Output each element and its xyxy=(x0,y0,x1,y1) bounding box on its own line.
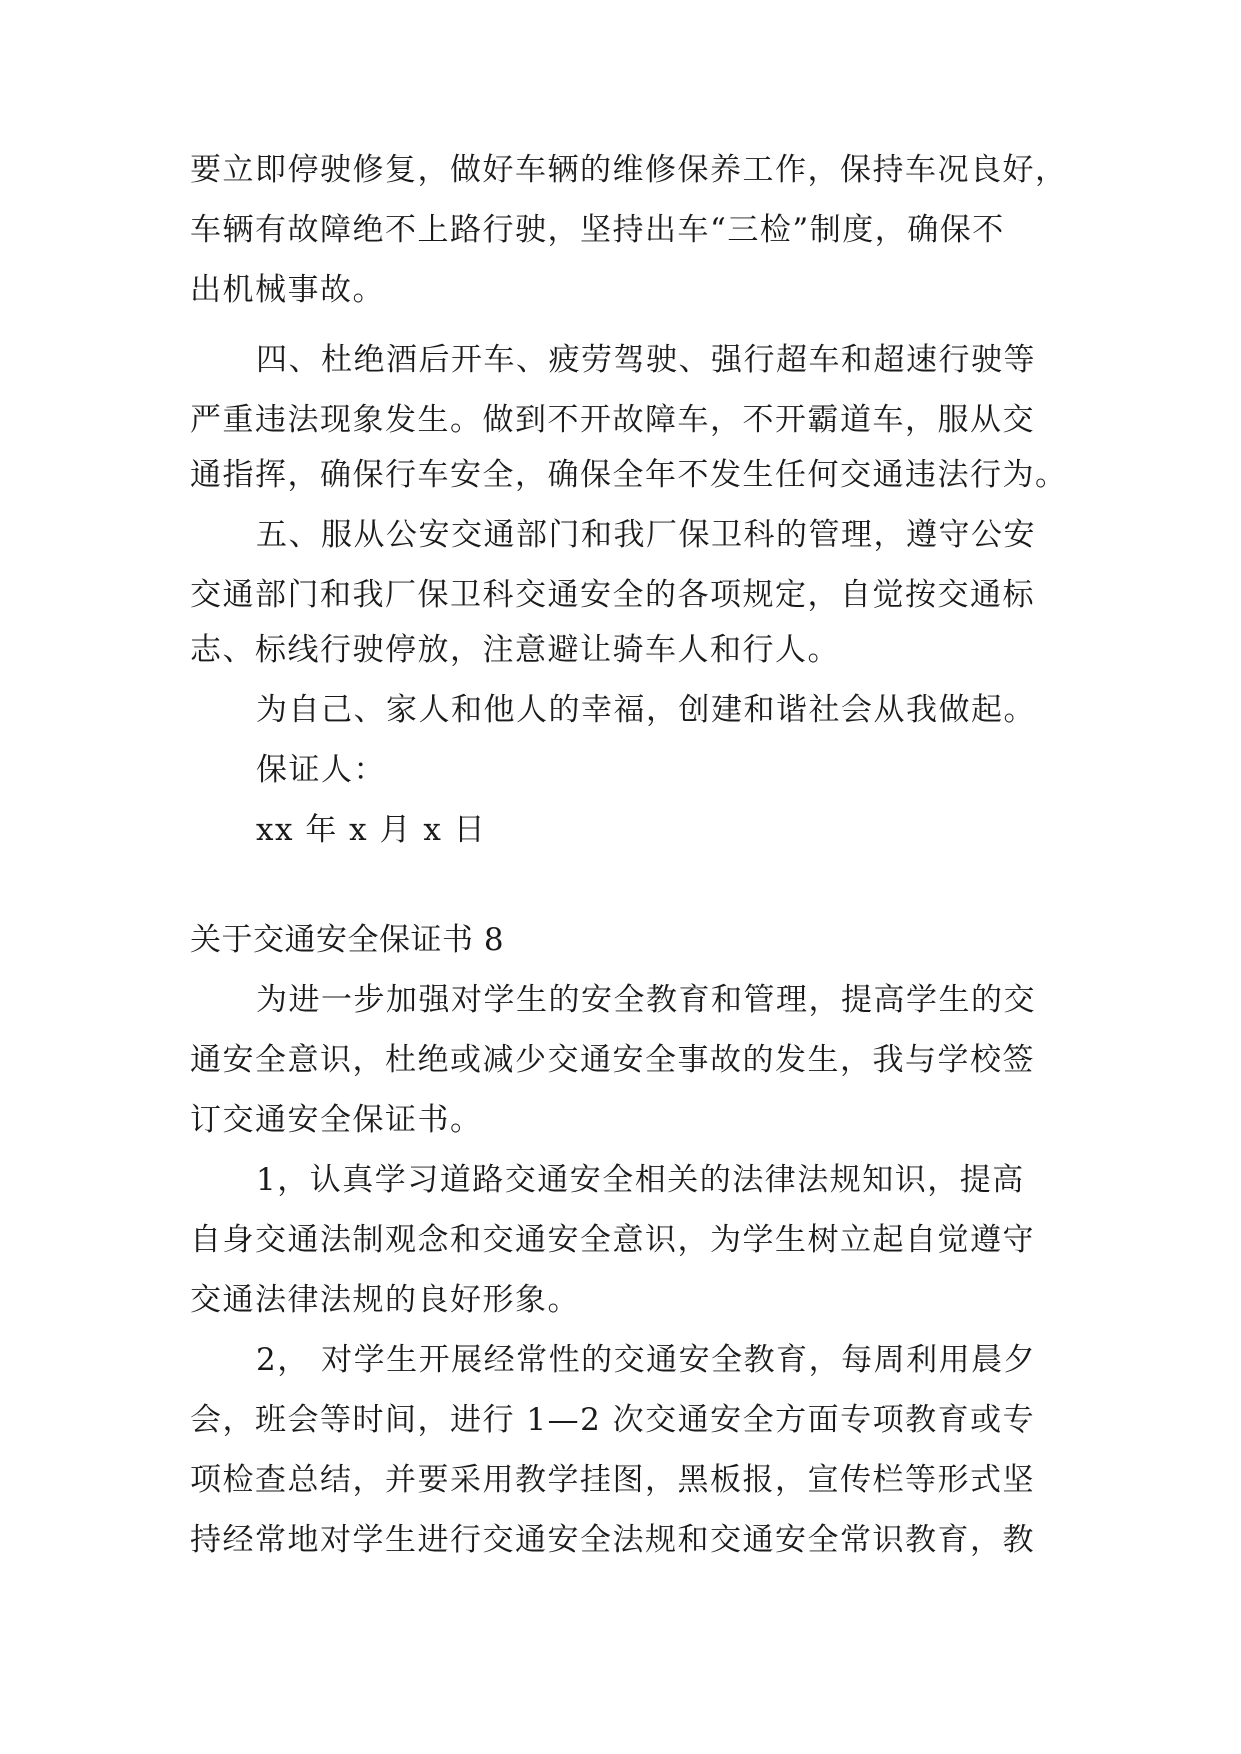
paragraph-line: 交通部门和我厂保卫科交通安全的各项规定，自觉按交通标 xyxy=(190,577,1035,613)
paragraph-line: 订交通安全保证书。 xyxy=(190,1102,483,1138)
paragraph-line: 车辆有故障绝不上路行驶，坚持出车“三检”制度，确保不 xyxy=(190,212,1005,248)
paragraph-line: 通安全意识，杜绝或减少交通安全事故的发生，我与学校签 xyxy=(190,1042,1035,1078)
paragraph-line: 2， 对学生开展经常性的交通安全教育，每周利用晨夕 xyxy=(256,1342,1037,1378)
paragraph-line: 严重违法现象发生。做到不开故障车，不开霸道车，服从交 xyxy=(190,402,1035,438)
paragraph-line: 1，认真学习道路交通安全相关的法律法规知识，提高 xyxy=(256,1162,1025,1198)
paragraph-line: 四、杜绝酒后开车、疲劳驾驶、强行超车和超速行驶等 xyxy=(256,342,1036,378)
paragraph-line: 自身交通法制观念和交通安全意识，为学生树立起自觉遵守 xyxy=(190,1222,1035,1258)
paragraph-line: 会，班会等时间，进行 1—2 次交通安全方面专项教育或专 xyxy=(190,1402,1036,1438)
paragraph-line: 项检查总结，并要采用教学挂图，黑板报，宣传栏等形式坚 xyxy=(190,1462,1035,1498)
paragraph-line: 为自己、家人和他人的幸福，创建和谐社会从我做起。 xyxy=(256,692,1036,728)
section-title: 关于交通安全保证书 8 xyxy=(190,922,505,958)
paragraph-line: 志、标线行驶停放，注意避让骑车人和行人。 xyxy=(190,632,840,668)
paragraph-line: 交通法律法规的良好形象。 xyxy=(190,1282,580,1318)
date-line: xx 年 x 月 x 日 xyxy=(256,812,487,848)
paragraph-line: 通指挥，确保行车安全，确保全年不发生任何交通违法行为。 xyxy=(190,457,1068,493)
paragraph-line: 要立即停驶修复，做好车辆的维修保养工作，保持车况良好， xyxy=(190,152,1068,188)
paragraph-line: 出机械事故。 xyxy=(190,272,385,308)
paragraph-line: 五、服从公安交通部门和我厂保卫科的管理，遵守公安 xyxy=(256,517,1036,553)
paragraph-line: 持经常地对学生进行交通安全法规和交通安全常识教育，教 xyxy=(190,1522,1035,1558)
paragraph-line: 为进一步加强对学生的安全教育和管理，提高学生的交 xyxy=(256,982,1036,1018)
guarantor-label: 保证人： xyxy=(256,752,386,788)
